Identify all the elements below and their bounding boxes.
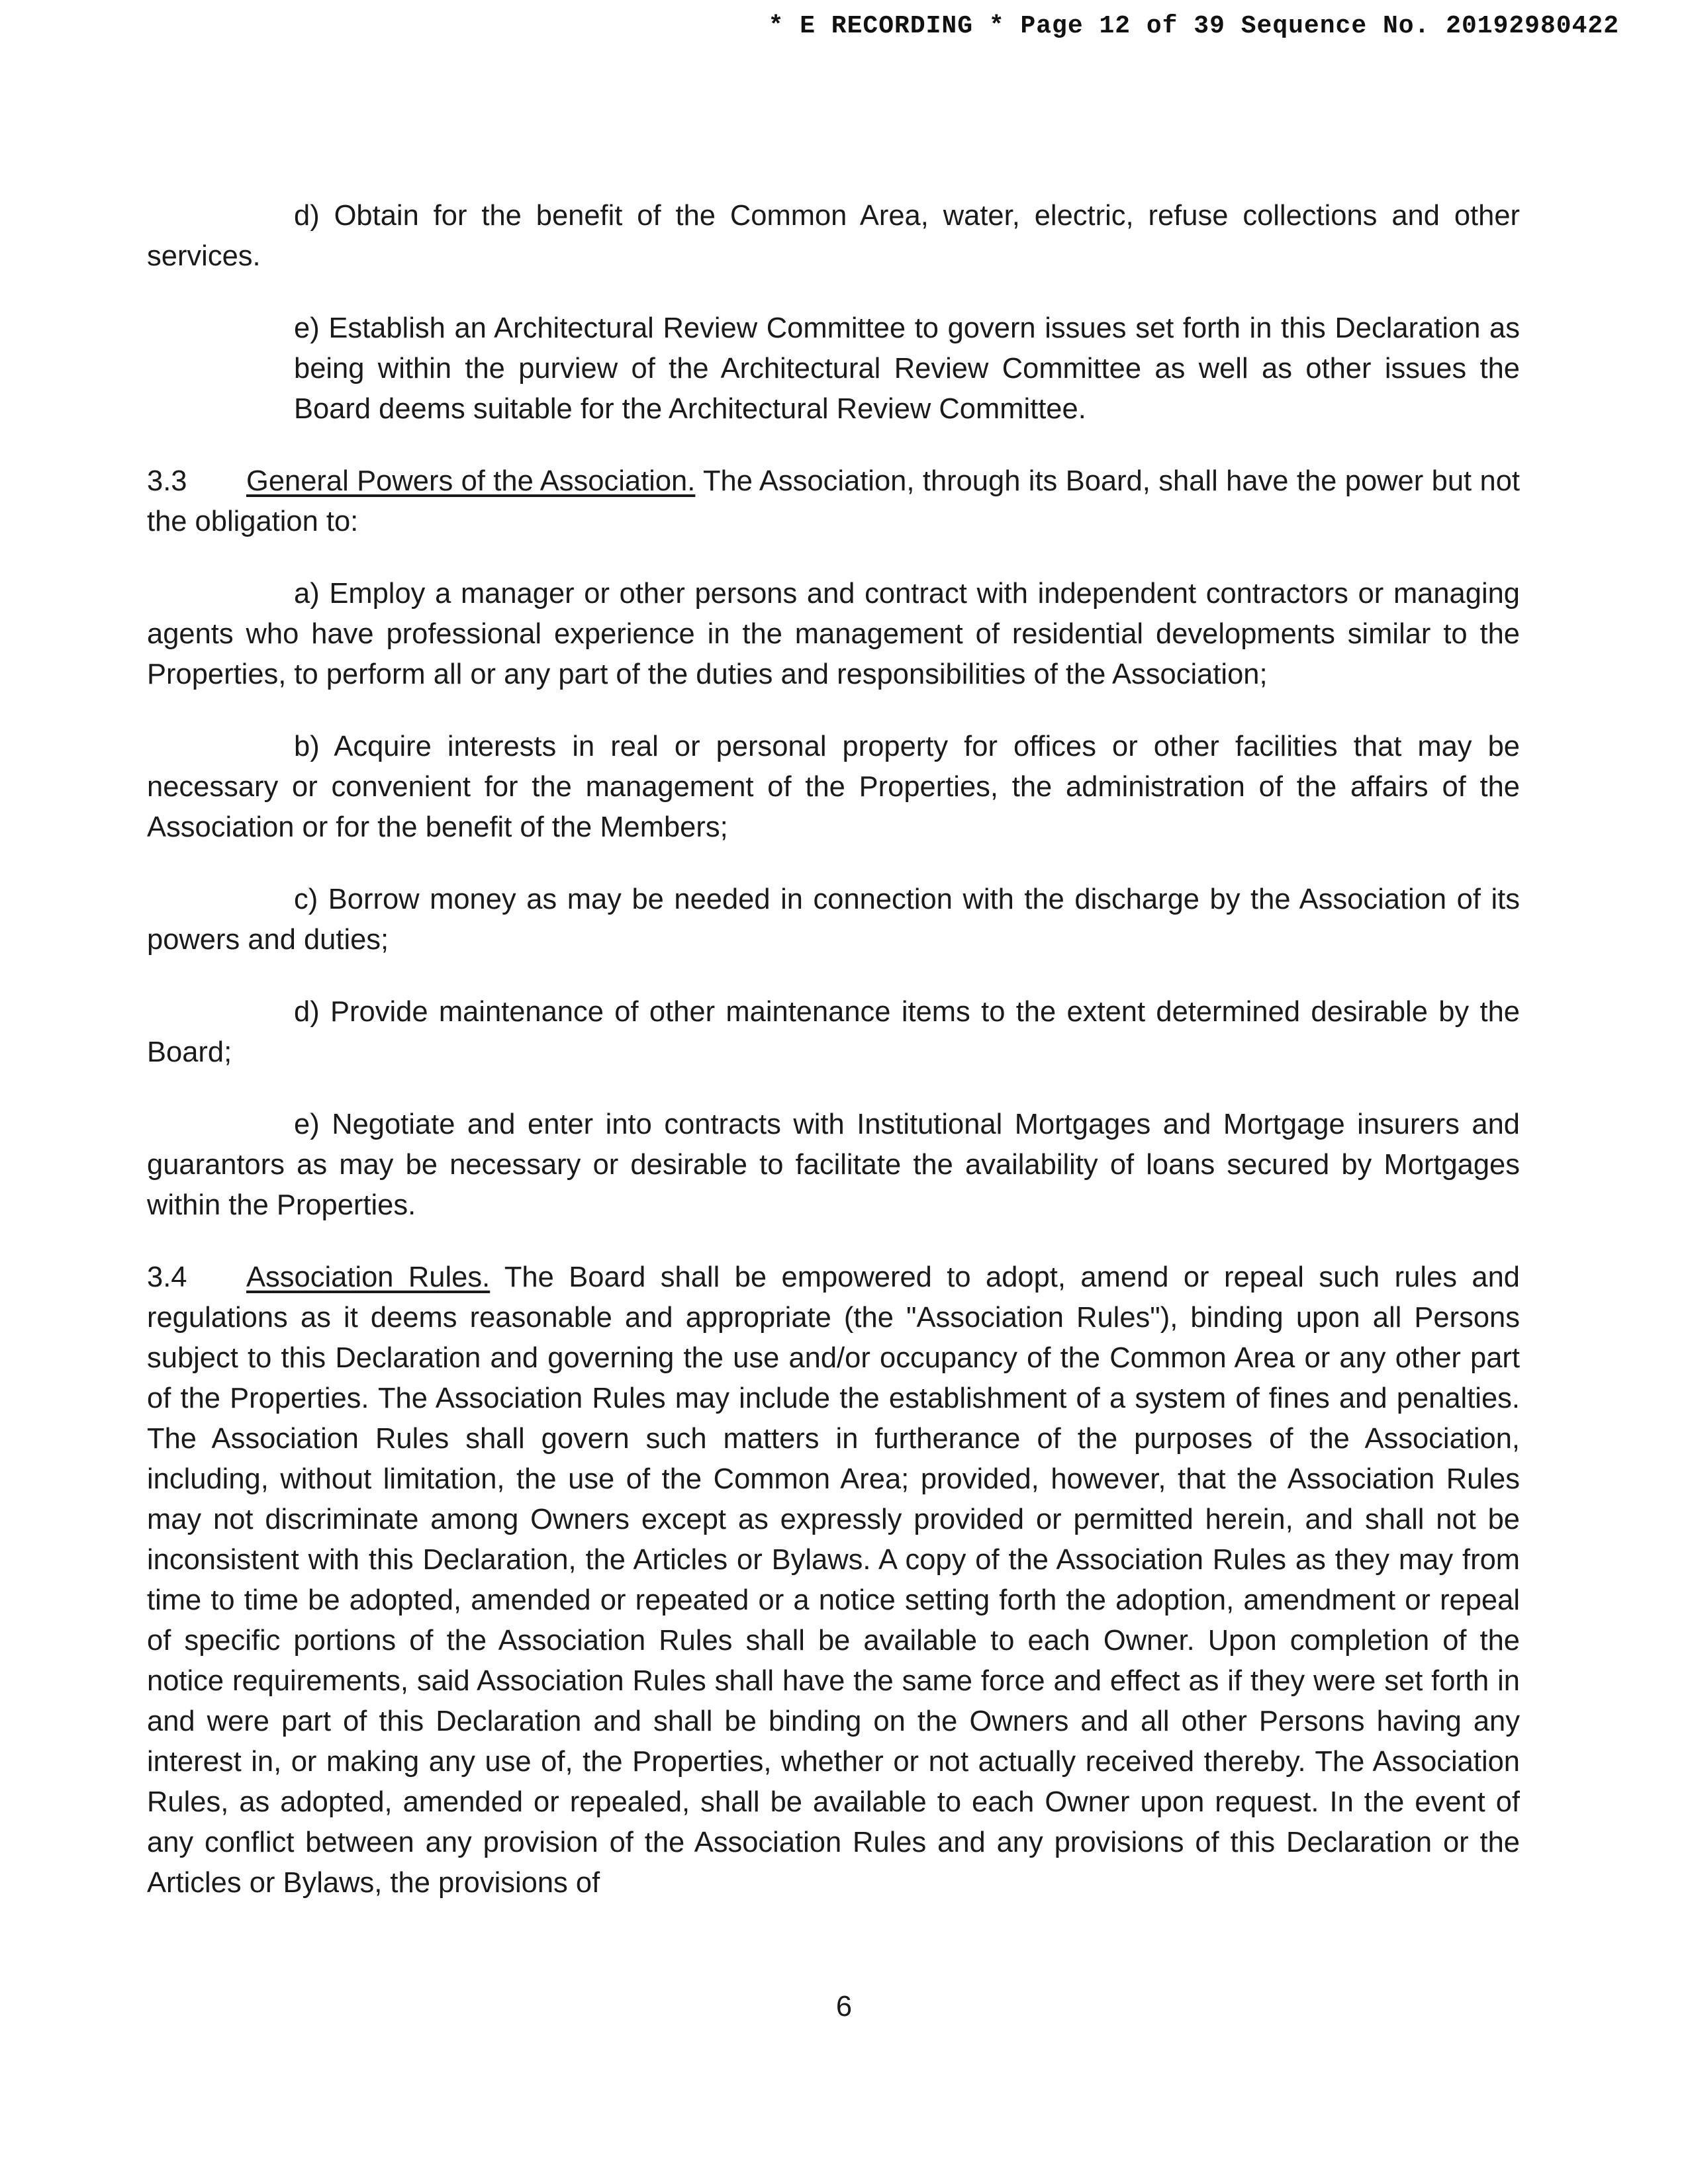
- page-number: 6: [835, 1991, 853, 2023]
- paragraph-c-borrow-money: c) Borrow money as may be needed in connection with the discharge by the Association of its powers and duties;: [147, 884, 1520, 956]
- paragraph-d-provide-maintenance: d) Provide maintenance of other maintenance items to the extent determined desirable by the Board;: [147, 996, 1520, 1068]
- paragraph-a-employ-manager: a) Employ a manager or other persons and contract with independent contractors or managing agents who have professional experience in the management of residential developments similar to the Properties, to perform all or any part of the duties and responsibilities of the Association;: [147, 578, 1520, 690]
- paragraph-b-acquire-interests: b) Acquire interests in real or personal property for offices or other facilities that may be necessary or convenient for the management of the Properties, the administration of the affairs of the Association or for the benefit of the Members;: [147, 731, 1520, 843]
- section-title: Association Rules.: [246, 1261, 491, 1293]
- section-text: The Board shall be empowered to adopt, amend or repeal such rules and regulations as it deems reasonable and appropriate (the "Association Rules"), binding upon all Persons subject to this Declaration and governing the use and/or occupancy of the Common Area or any other part of the Properties. The Association Rules may include the establishment of a system of fines and penalties. The Association Rules shall govern such matters in furtherance of the purposes of the Association, including, without limitation, the use of the Common Area; provided, however, that the Association Rules may not discriminate among Owners except as expressly provided or permitted herein, and shall not be inconsistent with this Declaration, the Articles or Bylaws. A copy of the Association Rules as they may from time to time be adopted, amended or repeated or a notice setting forth the adoption, amendment or repeal of specific portions of the Association Rules shall be available to each Owner. Upon completion of the notice requirements, said Association Rules shall have the same force and effect as if they were set forth in and were part of this Declaration and shall be binding on the Owners and all other Persons having any interest in, or making any use of, the Properties, whether or not actually received thereby. The Association Rules, as adopted, amended or repealed, shall be available to each Owner upon request. In the event of any conflict between any provision of the Association Rules and any provisions of this Declaration or the Articles or Bylaws, the provisions of: [147, 1261, 1520, 1899]
- section-3-4: [147, 1257, 1520, 1903]
- recording-stamp: * E RECORDING * Page 12 of 39 Sequence No. 20192980422: [768, 12, 1619, 40]
- section-number: 3.4: [147, 1261, 187, 1293]
- section-title: General Powers of the Association.: [246, 465, 696, 497]
- paragraph-d-common-area-services: d) Obtain for the benefit of the Common Area, water, electric, refuse collections and other services.: [147, 200, 1520, 272]
- document-body: [147, 196, 1520, 1935]
- paragraph-e-architectural-review: e) Establish an Architectural Review Committee to govern issues set forth in this Declaration as being within the purview of the Architectural Review Committee as well as other issues the Board deems suitable for the Architectural Review Committee.: [294, 312, 1520, 425]
- section-number: 3.3: [147, 465, 187, 497]
- section-text: The Association, through its Board, shall have the power but not the obligation to:: [147, 465, 1520, 537]
- section-3-3: [147, 461, 1520, 542]
- paragraph-e-negotiate-contracts: e) Negotiate and enter into contracts with Institutional Mortgages and Mortgage insurers and guarantors as may be necessary or desirable to facilitate the availability of loans secured by Mortgages within the Properties.: [147, 1109, 1520, 1221]
